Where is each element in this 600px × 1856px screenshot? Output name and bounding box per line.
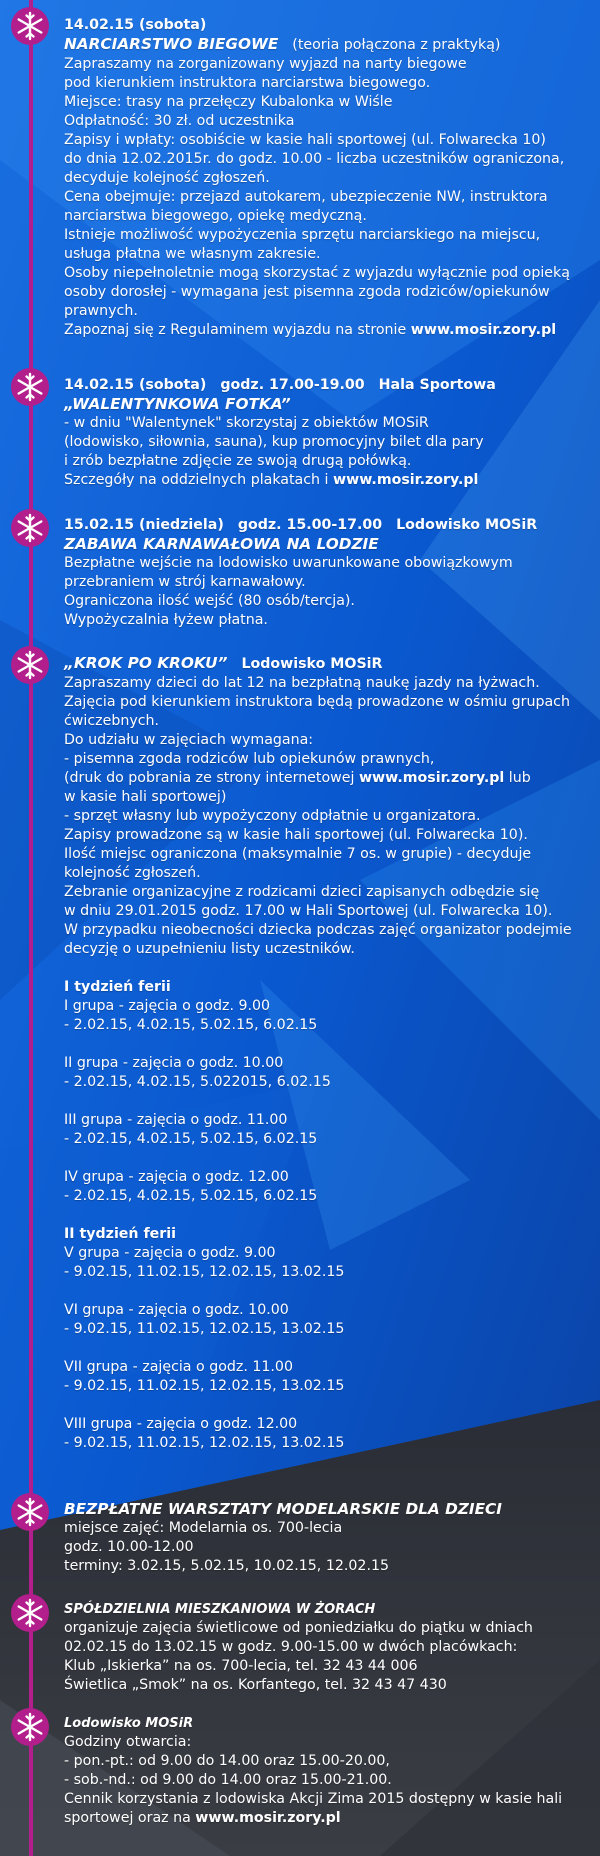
event-line: narciarstwa biegowego, opiekę medyczną. [64, 208, 367, 224]
link-prefix: Szczegóły na oddzielnych plakatach i [64, 472, 334, 488]
event-line: Zajęcia pod kierunkiem instruktora będą prowadzone w ośmiu grupach [64, 694, 570, 710]
snowflake-icon [10, 508, 50, 548]
event-line: miejsce zajęć: Modelarnia os. 700-lecia [64, 1520, 343, 1536]
event-date: 14.02.15 (sobota) [64, 17, 207, 33]
event-line: Bezpłatne wejście na lodowisko uwarunkowane obowiązkowym [64, 555, 513, 571]
event-valentine-photo [64, 376, 584, 490]
website-link[interactable]: www.mosir.zory.pl [333, 472, 479, 488]
event-title: SPÓŁDZIELNIA MIESZKANIOWA W ŻORACH [64, 1602, 376, 1617]
event-line: kolejność zgłoszeń. [64, 865, 201, 881]
event-line: do dnia 12.02.2015r. do godz. 10.00 - liczba uczestników ograniczona, [64, 151, 565, 167]
group-line: VIII grupa - zajęcia o godz. 12.00 [64, 1416, 298, 1432]
group-line: I grupa - zajęcia o godz. 9.00 [64, 998, 271, 1014]
event-line: W przypadku nieobecności dziecka podczas zajęć organizator podejmie [64, 922, 572, 938]
snowflake-icon [10, 1707, 50, 1747]
group-line: VI grupa - zajęcia o godz. 10.00 [64, 1302, 289, 1318]
event-time: godz. 15.00-17.00 [237, 517, 383, 533]
event-housing-cooperative [64, 1600, 584, 1695]
website-link[interactable]: www.mosir.zory.pl [410, 322, 557, 338]
event-line: prawnych. [64, 303, 138, 319]
link-prefix: Zapoznaj się z Regulaminem wyjazdu na stronie [64, 322, 411, 338]
event-line: w dniu 29.01.2015 godz. 17.00 w Hali Sportowej (ul. Folwarecka 10). [64, 903, 553, 919]
event-line: Zebranie organizacyjne z rodzicami dzieci zapisanych odbędzie się [64, 884, 540, 900]
event-line: godz. 10.00-12.00 [64, 1539, 194, 1555]
event-line: Ograniczona ilość wejść (80 osób/tercja). [64, 593, 355, 609]
group-line: IV grupa - zajęcia o godz. 12.00 [64, 1169, 289, 1185]
event-title: Lodowisko MOSiR [64, 1716, 194, 1731]
event-line: Do udziału w zajęciach wymagana: [64, 732, 314, 748]
event-line: Cena obejmuje: przejazd autokarem, ubezpieczenie NW, instruktora [64, 189, 548, 205]
event-title: „WALENTYNKOWA FOTKA” [64, 395, 291, 413]
week-heading: II tydzień ferii [64, 1226, 176, 1242]
group-dates: - 2.02.15, 4.02.15, 5.022015, 6.02.15 [64, 1074, 331, 1090]
snowflake-icon [10, 645, 50, 685]
group-line: V grupa - zajęcia o godz. 9.00 [64, 1245, 276, 1261]
download-suffix: lub [504, 770, 531, 786]
event-date: 15.02.15 (niedziela) [64, 517, 224, 533]
event-line: Świetlica „Smok” na os. Korfantego, tel. 32 43 47 430 [64, 1677, 447, 1693]
event-line: Cennik korzystania z lodowiska Akcji Zima 2015 dostępny w kasie hali [64, 1791, 563, 1807]
link-prefix: sportowej oraz na [64, 1810, 196, 1826]
event-title: ZABAWA KARNAWAŁOWA NA LODZIE [64, 535, 379, 553]
event-line: Osoby niepełnoletnie mogą skorzystać z wyjazdu wyłącznie pod opieką [64, 265, 570, 281]
event-line: i zrób bezpłatne zdjęcie ze swoją drugą połówką. [64, 453, 412, 469]
event-line: Godziny otwarcia: [64, 1734, 192, 1750]
event-place: Hala Sportowa [378, 377, 496, 393]
group-dates: - 9.02.15, 11.02.15, 12.02.15, 13.02.15 [64, 1378, 345, 1394]
week-heading: I tydzień ferii [64, 979, 171, 995]
website-link[interactable]: www.mosir.zory.pl [358, 770, 505, 786]
event-title: NARCIARSTWO BIEGOWE [64, 35, 279, 53]
snowflake-icon [10, 367, 50, 407]
event-modelling-workshops [64, 1500, 584, 1576]
event-line: 02.02.15 do 13.02.15 w godz. 9.00-15.00 w dwóch placówkach: [64, 1639, 518, 1655]
event-line: decyduje kolejność zgłoszeń. [64, 170, 270, 186]
event-place: Lodowisko MOSiR [396, 517, 538, 533]
group-line: VII grupa - zajęcia o godz. 11.00 [64, 1359, 293, 1375]
event-ice-rink-hours [64, 1714, 584, 1828]
group-line: II grupa - zajęcia o godz. 10.00 [64, 1055, 284, 1071]
event-line: - sprzęt własny lub wypożyczony odpłatnie u organizatora. [64, 808, 481, 824]
event-line: Zapisy prowadzone są w kasie hali sportowej (ul. Folwarecka 10). [64, 827, 528, 843]
event-line: Zapisy i wpłaty: osobiście w kasie hali sportowej (ul. Folwarecka 10) [64, 132, 546, 148]
group-dates: - 2.02.15, 4.02.15, 5.02.15, 6.02.15 [64, 1188, 318, 1204]
event-date: 14.02.15 (sobota) [64, 377, 207, 393]
event-line: przebraniem w strój karnawałowy. [64, 574, 306, 590]
event-time: godz. 17.00-19.00 [220, 377, 365, 393]
event-line: Istnieje możliwość wypożyczenia sprzętu narciarskiego na miejscu, [64, 227, 541, 243]
event-line: w kasie hali sportowej) [64, 789, 227, 805]
group-dates: - 2.02.15, 4.02.15, 5.02.15, 6.02.15 [64, 1131, 318, 1147]
event-carnival-on-ice [64, 516, 584, 630]
event-line: - pon.-pt.: od 9.00 do 14.00 oraz 15.00-20.00, [64, 1753, 390, 1769]
group-dates: - 2.02.15, 4.02.15, 5.02.15, 6.02.15 [64, 1017, 318, 1033]
event-line: Zapraszamy dzieci do lat 12 na bezpłatną naukę jazdy na łyżwach. [64, 675, 540, 691]
event-line: organizuje zajęcia świetlicowe od poniedziałku do piątku w dniach [64, 1620, 533, 1636]
group-line: III grupa - zajęcia o godz. 11.00 [64, 1112, 288, 1128]
event-line: - w dniu "Walentynek" skorzystaj z obiektów MOSiR [64, 415, 429, 431]
event-line: Klub „Iskierka” na os. 700-lecia, tel. 32 43 44 006 [64, 1658, 418, 1674]
event-note: (teoria połączona z praktyką) [292, 37, 501, 53]
event-step-by-step [64, 654, 584, 1453]
website-link[interactable]: www.mosir.zory.pl [195, 1810, 341, 1826]
event-title: „KROK PO KROKU” [64, 654, 228, 672]
event-line: Miejsce: trasy na przełęczy Kubalonka w Wiśle [64, 94, 393, 110]
group-dates: - 9.02.15, 11.02.15, 12.02.15, 13.02.15 [64, 1264, 345, 1280]
event-cross-country-skiing [64, 16, 584, 340]
event-line: (lodowisko, siłownia, sauna), kup promocyjny bilet dla pary [64, 434, 484, 450]
snowflake-icon [10, 6, 50, 46]
snowflake-icon [10, 1492, 50, 1532]
event-line: - sob.-nd.: od 9.00 do 14.00 oraz 15.00-21.00. [64, 1772, 392, 1788]
download-prefix: (druk do pobrania ze strony internetowej [64, 770, 359, 786]
snowflake-icon [10, 1593, 50, 1633]
event-line: Odpłatność: 30 zł. od uczestnika [64, 113, 295, 129]
event-place: Lodowisko MOSiR [241, 656, 383, 672]
group-dates: - 9.02.15, 11.02.15, 12.02.15, 13.02.15 [64, 1435, 345, 1451]
event-line: - pisemna zgoda rodziców lub opiekunów prawnych, [64, 751, 435, 767]
event-line: decyzję o uzupełnieniu listy uczestników. [64, 941, 355, 957]
event-line: osoby dorosłej - wymagana jest pisemna zgoda rodziców/opiekunów [64, 284, 550, 300]
event-line: usługa płatna we własnym zakresie. [64, 246, 321, 262]
event-line: Ilość miejsc ograniczona (maksymalnie 7 os. w grupie) - decyduje [64, 846, 532, 862]
event-line: ćwiczebnych. [64, 713, 160, 729]
event-line: Wypożyczalnia łyżew płatna. [64, 612, 268, 628]
event-title: BEZPŁATNE WARSZTATY MODELARSKIE DLA DZIECI [64, 1500, 502, 1518]
event-line: pod kierunkiem instruktora narciarstwa biegowego. [64, 75, 431, 91]
timeline-line [29, 0, 33, 1856]
group-dates: - 9.02.15, 11.02.15, 12.02.15, 13.02.15 [64, 1321, 345, 1337]
event-line: terminy: 3.02.15, 5.02.15, 10.02.15, 12.02.15 [64, 1558, 390, 1574]
event-line: Zapraszamy na zorganizowany wyjazd na narty biegowe [64, 56, 467, 72]
